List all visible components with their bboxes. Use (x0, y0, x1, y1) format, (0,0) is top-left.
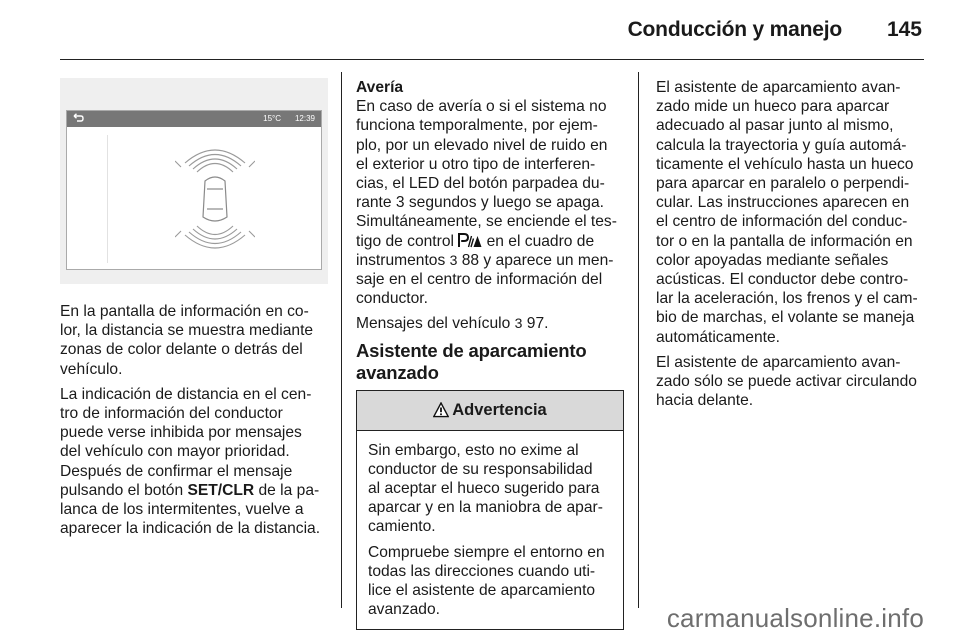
page-header (0, 0, 960, 60)
warning-triangle-icon (433, 402, 449, 418)
paragraph: En la pantalla de información en co- lor, la distancia se muestra mediante zonas de color delante o detrás del vehículo. (60, 303, 314, 378)
page-reference-icon: 3 (449, 251, 458, 268)
watermark-text: carmanualsonline.info (666, 603, 924, 633)
page-reference-icon: 3 (514, 315, 523, 332)
page-number: 145 (886, 18, 922, 41)
display-temperature: 15°C (263, 114, 281, 123)
warning-header (357, 391, 623, 431)
column-divider-1 (341, 72, 342, 608)
text-column-3 (656, 78, 924, 416)
section-title: Asistente de aparcamiento avanzado (356, 339, 587, 383)
paragraph: Compruebe siempre el entorno en todas las direcciones cuando uti- lice el asistente de aparcamiento avanzado. (368, 543, 605, 619)
warning-title: Advertencia (452, 400, 547, 419)
info-display-screen (66, 110, 322, 270)
warning-box (356, 390, 624, 631)
paragraph: En caso de avería o si el sistema no funciona temporalmente, por ejem- plo, por un elevado nivel de ruido en el exterior u otro tipo de interferen- cias, el LED del botón parpadea du- rante 3 segundos y luego se apaga. Simultáneamente, se enciende el tes- tigo de control en el cuadro de instrumentos 3 88 y aparece un men- saje en el centro de información del conductor. (356, 98, 617, 308)
header-rule (60, 59, 924, 60)
display-divider (107, 135, 108, 263)
text-column-2 (356, 78, 624, 630)
fault-heading: Avería (356, 79, 404, 96)
parking-display-figure (60, 78, 328, 284)
button-name-setclr: SET/CLR (187, 481, 255, 499)
paragraph: La indicación de distancia en el cen- tro de información del conductor puede verse inhibida por mensajes del vehículo con mayor prioridad. Después de confirmar el mensaje pulsando el botón SET/CLR de la pa- lanca de los intermitentes, vuelve a aparecer la indicación de la distancia. (60, 385, 321, 538)
park-sensor-car-icon (175, 133, 255, 265)
display-clock: 12:39 (294, 114, 315, 123)
paragraph: Sin embargo, esto no exime al conductor de su responsabilidad al aceptar el hueco sugerido para aparcar y en la maniobra de apar- camiento. (368, 441, 603, 536)
paragraph: Mensajes del vehículo 3 97. (356, 315, 549, 333)
text-column-1 (60, 302, 328, 544)
paragraph: El asistente de aparcamiento avan- zado sólo se puede activar circulando hacia delante. (656, 353, 917, 410)
back-arrow-icon (71, 113, 85, 125)
display-status-bar (67, 111, 321, 127)
park-assist-warning-icon (458, 233, 482, 248)
paragraph: El asistente de aparcamiento avan- zado mide un hueco para aparcar adecuado al pasar junto al mismo, calcula la trayectoria y guía automá- ticamente el vehículo hasta un hueco para aparcar en paralelo o perpendi- cular. Las instrucciones aparecen en el centro de información del conduc- tor o en la pantalla de información en color apoyadas mediante señales acústicas. El conductor debe contro- lar la aceleración, los frenos y el cam- bio de marchas, el volante se maneja automáticamente. (656, 79, 918, 346)
chapter-title: Conducción y manejo (627, 18, 842, 41)
column-divider-2 (638, 72, 639, 608)
warning-body (357, 431, 623, 630)
